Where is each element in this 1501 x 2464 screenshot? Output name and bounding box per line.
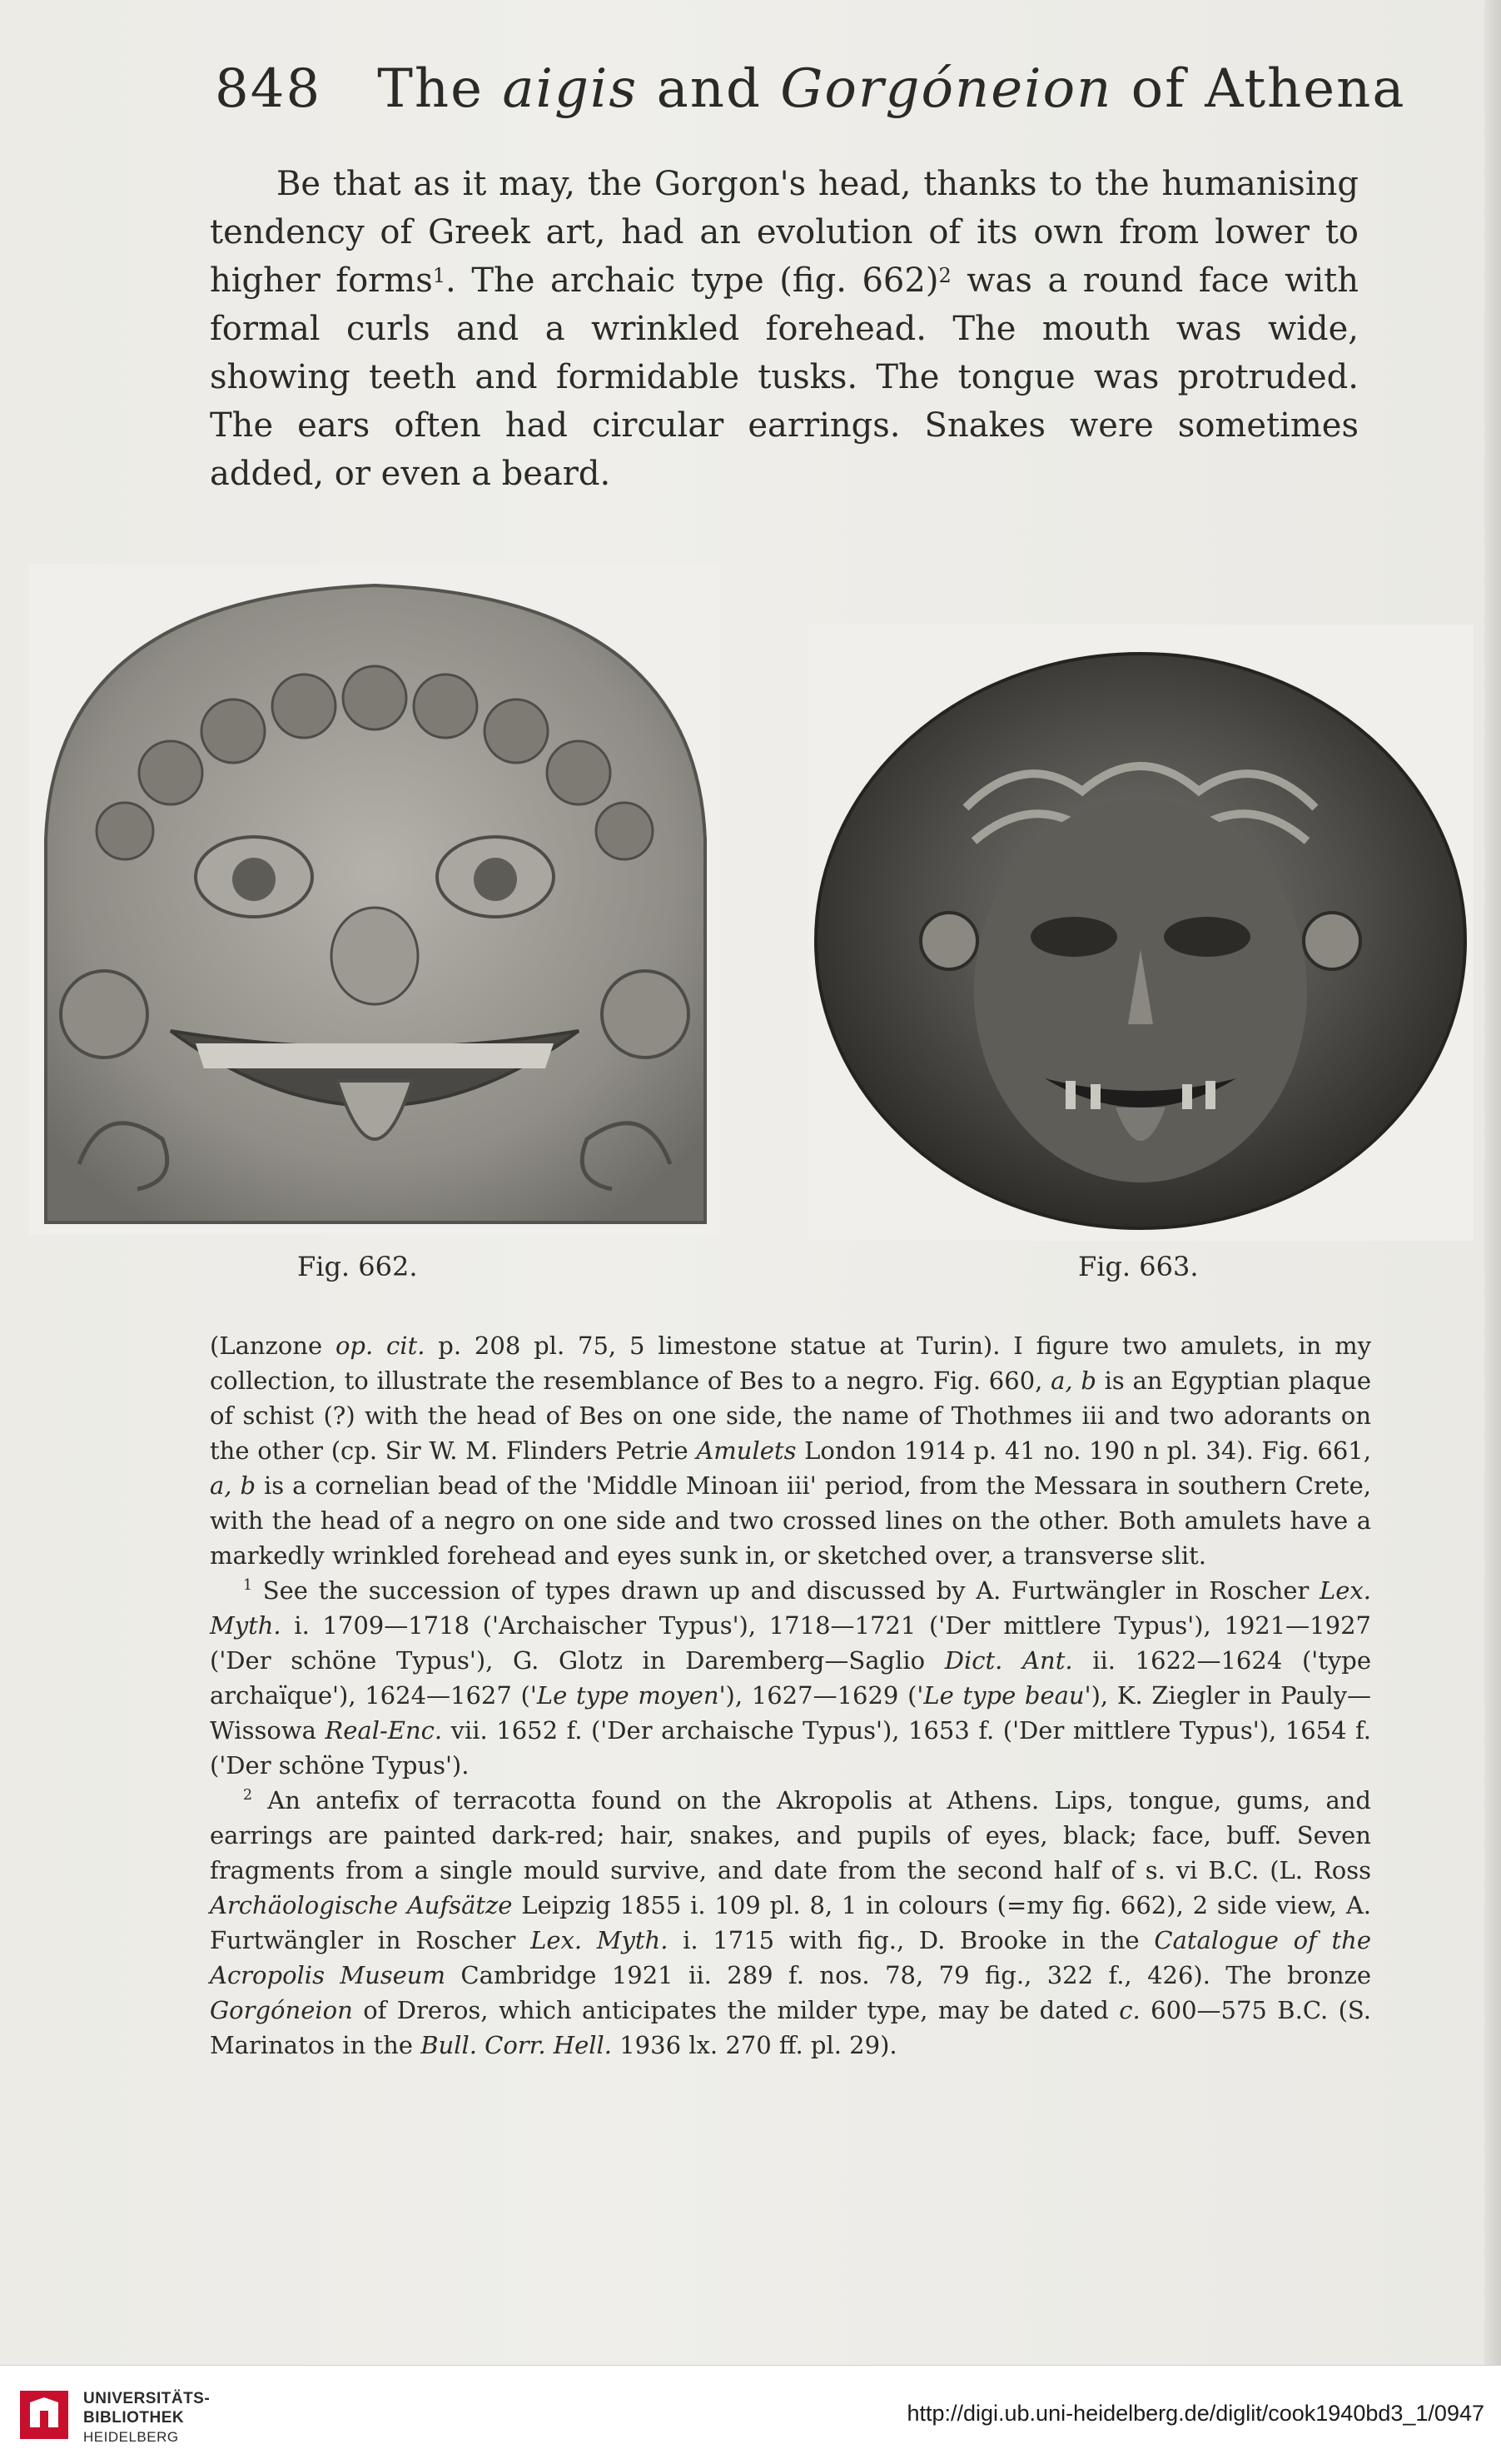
figure-663-caption: Fig. 663. <box>1078 1251 1199 1282</box>
permalink-url[interactable]: http://digi.ub.uni-heidelberg.de/diglit/cook1940bd3_1/0947 <box>907 2401 1484 2426</box>
main-paragraph: Be that as it may, the Gorgon's head, thanks to the humanising tendency of Greek art, had an evolution of its own from lower to higher forms$^1$. The archaic type (fig. 662)$^2$ was a round face with formal curls and a wrinkled forehead. The mouth was wide, showing teeth and formidable tusks. The tongue was protruded. The ears often had circular earrings. Snakes were sometimes added, or even a beard. <box>210 165 1359 493</box>
note-continuation: (Lanzone op. cit. p. 208 pl. 75, 5 limestone statue at Turin). I figure two amulets, in my collection, to illustrate the resemblance of Bes to a negro. Fig. 660, a, b is an Egyptian plaque of schist (?) with the head of Bes on one side, the name of Thothmes iii and two adorants on the other (cp. Sir W. M. Flinders Petrie Amulets London 1914 p. 41 no. 190 n pl. 34). Fig. 661, a, b is a cornelian bead of the 'Middle Minoan iii' period, from the Messara in southern Crete, with the head of a negro on one side and two crossed lines on the other. Both amulets have a markedly wrinkled forehead and eyes sunk in, or sketched over, a transverse slit. <box>210 1332 1372 1570</box>
digitization-footer <box>0 2365 1501 2464</box>
footnote-ref-2: 2 <box>938 264 952 287</box>
figure-662-caption: Fig. 662. <box>297 1251 418 1282</box>
figure-663-image <box>808 625 1474 1241</box>
header-title-part: of Athena <box>1112 58 1406 120</box>
running-header <box>215 58 1406 120</box>
header-title-part: The <box>377 58 503 120</box>
page-number: 848 <box>215 58 322 120</box>
header-title-part: and <box>638 58 781 120</box>
header-title-italic: aigis <box>502 58 639 120</box>
university-library-logo-icon[interactable] <box>15 2386 73 2444</box>
footnote-1: $^1$ See the succession of types drawn up and discussed by A. Furtwängler in Roscher Lex. Myth. i. 1709—1718 ('Archaischer Typus'), 1718—1721 ('Der mittlere Typus'), 1921—1927 ('Der schöne Typus'), G. Glotz in Daremberg—Saglio Dict. Ant. ii. 1622—1624 ('type archaïque'), 1624—1627 ('Le type moyen'), 1627—1629 ('Le type beau'), K. Ziegler in Pauly—Wissowa Real-Enc. vii. 1652 f. ('Der archaische Typus'), 1653 f. ('Der mittlere Typus'), 1654 f. ('Der schöne Typus'). <box>210 1576 1372 1780</box>
page-edge-shadow <box>1484 0 1501 2365</box>
figure-662-image <box>29 565 720 1235</box>
library-name: UNIVERSITÄTS- BIBLIOTHEK HEIDELBERG <box>83 2390 211 2445</box>
footnote-ref-1: 1 <box>432 264 446 287</box>
footnotes <box>210 1328 1371 2063</box>
footnote-2: $^2$ An antefix of terracotta found on the Akropolis at Athens. Lips, tongue, gums, and earrings are painted dark-red; hair, snakes, and pupils of eyes, black; face, buff. Seven fragments from a single mould survive, and date from the second half of s. vi B.C. (L. Ross Archäologische Aufsätze Leipzig 1855 i. 109 pl. 8, 1 in colours (=my fig. 662), 2 side view, A. Furtwängler in Roscher Lex. Myth. i. 1715 with fig., D. Brooke in the Catalogue of the Acropolis Museum Cambridge 1921 ii. 289 f. nos. 78, 79 fig., 322 f., 426). The bronze Gorgóneion of Dreros, which anticipates the milder type, may be dated c. 600—575 B.C. (S. Marinatos in the Bull. Corr. Hell. 1936 lx. 270 ff. pl. 29). <box>210 1786 1372 2059</box>
header-title-italic: Gorgóneion <box>780 58 1113 120</box>
